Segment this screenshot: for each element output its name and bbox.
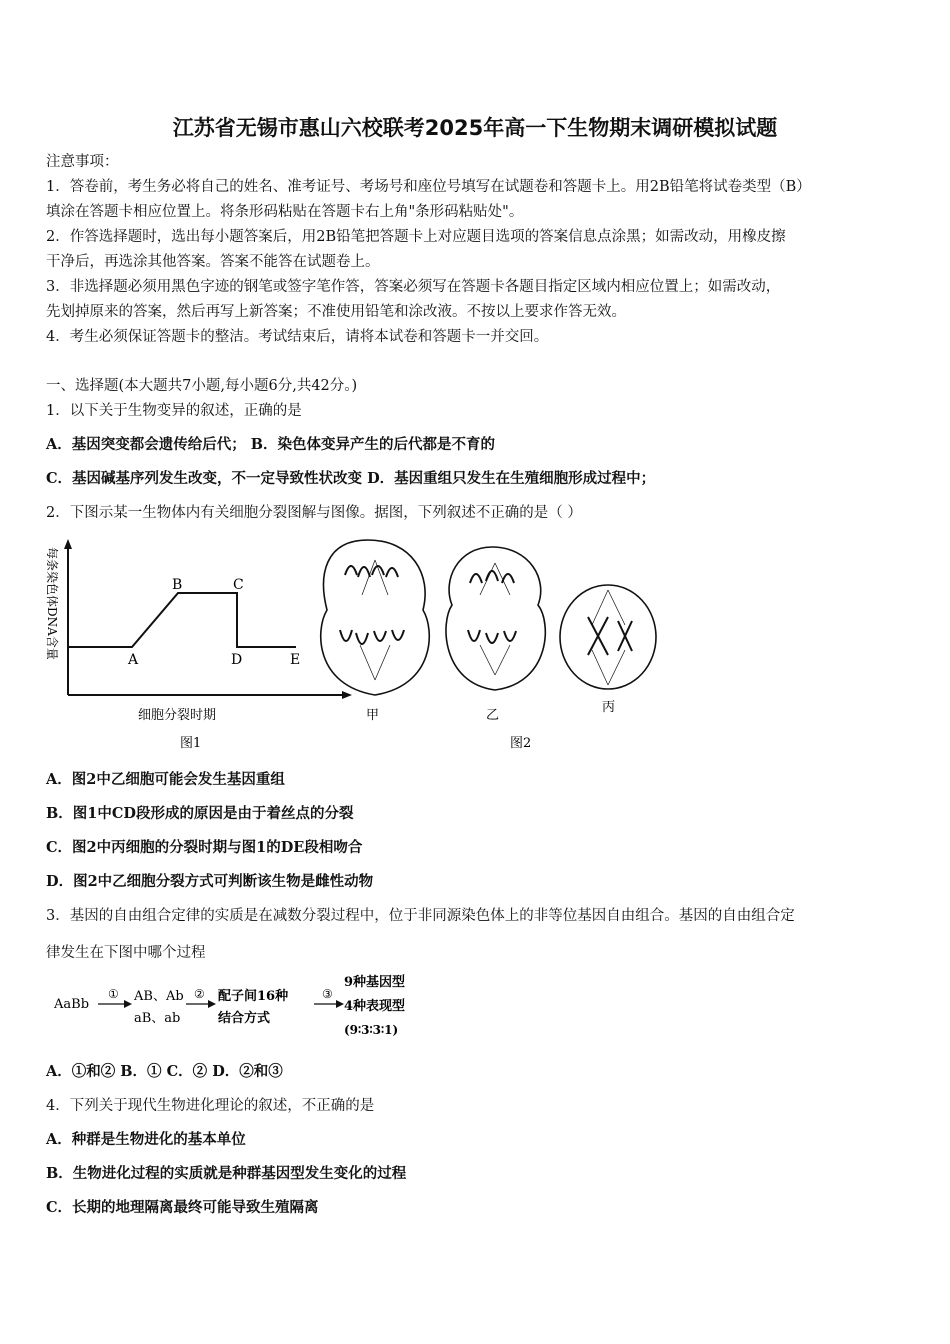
cell-bing-label: 丙 <box>602 700 616 715</box>
q2-stem: 2．下图示某一生物体内有关细胞分裂图解与图像。据图，下列叙述不正确的是（ ） <box>46 505 582 521</box>
fig1-ylabel: 每条染色体DNA含量 <box>45 547 59 660</box>
q3-gametes1: AB、Ab <box>134 989 184 1004</box>
fig1-point-a: A <box>128 652 139 668</box>
fig1-x-arrow <box>342 691 352 699</box>
q4-option-c: C．长期的地理隔离最终可能导致生殖隔离 <box>46 1199 319 1216</box>
q3-step1: ① <box>108 987 119 1001</box>
fig1-point-e: E <box>290 652 301 668</box>
q3-result3: (9∶3∶3∶1) <box>344 1023 399 1037</box>
fig1-curve <box>68 593 296 647</box>
q2-figure <box>40 535 660 757</box>
fig1-point-c: C <box>233 577 244 593</box>
notice-heading: 注意事项： <box>46 154 119 170</box>
notice-item-1b: 填涂在答题卡相应位置上。将条形码粘贴在答题卡右上角"条形码粘贴处"。 <box>46 204 524 220</box>
q2-option-d: D．图2中乙细胞分裂方式可判断该生物是雌性动物 <box>46 873 374 890</box>
q1-options-ab: A．基因突变都会遗传给后代； B．染色体变异产生的后代都是不育的 <box>46 436 496 453</box>
section-heading: 一、选择题(本大题共7小题,每小题6分,共42分。) <box>46 378 358 394</box>
page-title: 江苏省无锡市惠山六校联考2025年高一下生物期末调研模拟试题 <box>172 116 778 140</box>
q4-option-a: A．种群是生物进化的基本单位 <box>46 1131 246 1148</box>
fig1-xlabel: 细胞分裂时期 <box>138 708 217 723</box>
fig1-graph <box>45 539 352 751</box>
notice-item-4: 4．考生必须保证答题卡的整洁。考试结束后，请将本试卷和答题卡一并交回。 <box>46 329 549 345</box>
cell-yi-label: 乙 <box>486 708 500 723</box>
q3-diagram <box>52 972 462 1042</box>
notice-item-3a: 3．非选择题必须用黑色字迹的钢笔或签字笔作答，答案必须写在答题卡各题目指定区域内相应位置上；如需改动， <box>46 279 781 295</box>
q4-stem: 4．下列关于现代生物进化理论的叙述，不正确的是 <box>46 1098 375 1114</box>
q1-options-cd: C．基因碱基序列发生改变，不一定导致性状改变 D．基因重组只发生在生殖细胞形成过程中； <box>46 470 656 487</box>
q3-combo1: 配子间16种 <box>218 989 289 1004</box>
q3-options: A．①和② B．① C．② D．②和③ <box>46 1063 283 1080</box>
q3-gametes2: aB、ab <box>134 1011 181 1026</box>
q3-stem-1: 3．基因的自由组合定律的实质是在减数分裂过程中，位于非同源染色体上的非等位基因自由组合。基因的自由组合定 <box>46 908 795 924</box>
q3-result2: 4种表现型 <box>344 999 406 1014</box>
q2-option-a: A．图2中乙细胞可能会发生基因重组 <box>46 771 285 788</box>
q3-combo2: 结合方式 <box>218 1011 271 1026</box>
cell-yi-chromosomes <box>468 563 516 675</box>
q3-step3: ③ <box>322 987 333 1001</box>
fig1-caption: 图1 <box>180 736 202 751</box>
cell-jia <box>321 540 430 695</box>
q3-result1: 9种基因型 <box>344 975 406 990</box>
notice-item-3b: 先划掉原来的答案，然后再写上新答案；不准使用铅笔和涂改液。不按以上要求作答无效。 <box>46 304 626 320</box>
q1-stem: 1．以下关于生物变异的叙述，正确的是 <box>46 403 302 419</box>
fig2-caption: 图2 <box>510 736 532 751</box>
q2-option-c: C．图2中丙细胞的分裂时期与图1的DE段相吻合 <box>46 839 363 856</box>
q3-step2: ② <box>194 987 205 1001</box>
q2-option-b: B．图1中CD段形成的原因是由于着丝点的分裂 <box>46 805 354 822</box>
notice-item-2b: 干净后，再选涂其他答案。答案不能答在试题卷上。 <box>46 254 380 270</box>
q3-start: AaBb <box>54 997 90 1012</box>
cell-bing-chromosomes <box>588 590 632 685</box>
cell-jia-chromosomes <box>340 560 404 680</box>
notice-item-2a: 2．作答选择题时，选出每小题答案后，用2B铅笔把答题卡上对应题目选项的答案信息点涂黑；如需改动，用橡皮擦 <box>46 229 786 245</box>
fig1-point-b: B <box>172 577 183 593</box>
fig2-cells <box>321 540 656 751</box>
q3-stem-2: 律发生在下图中哪个过程 <box>46 945 206 961</box>
fig1-point-d: D <box>231 652 243 668</box>
notice-item-1a: 1．答卷前，考生务必将自己的姓名、准考证号、考场号和座位号填写在试题卷和答题卡上。用2B铅笔将试卷类型（B） <box>46 179 811 195</box>
cell-jia-label: 甲 <box>366 708 380 723</box>
cell-yi <box>446 547 545 690</box>
q4-option-b: B．生物进化过程的实质就是种群基因型发生变化的过程 <box>46 1165 407 1182</box>
cell-bing <box>560 585 656 689</box>
fig1-y-arrow <box>64 539 72 549</box>
